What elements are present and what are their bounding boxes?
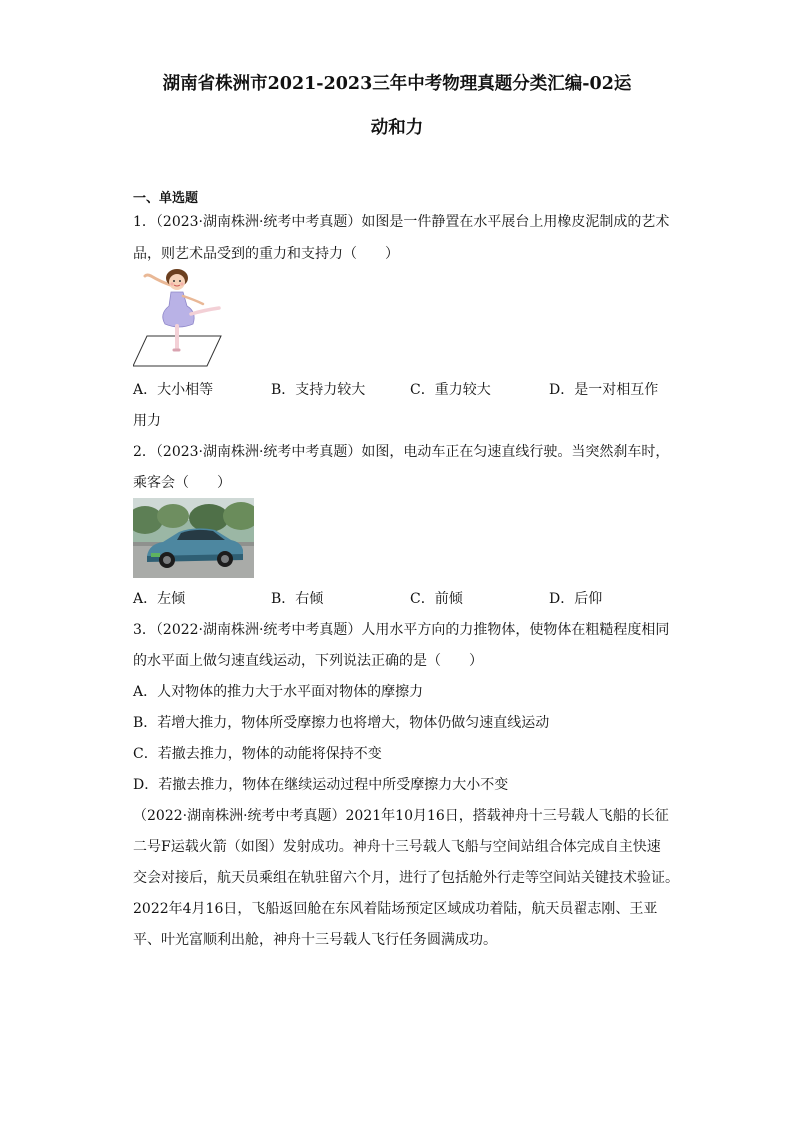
q3-stem-line-1: 3．（2022·湖南株洲·统考中考真题）人用水平方向的力推物体，使物体在粗糙程度相同 xyxy=(133,622,670,638)
q3-option-c: C．若撤去推力，物体的动能将保持不变 xyxy=(133,746,382,762)
q2-option-a: A．左倾 xyxy=(133,591,186,607)
title-line-1: 湖南省株洲市2021-2023三年中考物理真题分类汇编-02运 xyxy=(162,74,632,94)
q2-option-c: C．前倾 xyxy=(410,591,463,607)
q1-option-d-continued: 用力 xyxy=(133,413,161,429)
section-heading: 一、单选题 xyxy=(133,191,199,206)
q3-option-b: B．若增大推力，物体所受摩擦力也将增大，物体仍做匀速直线运动 xyxy=(133,715,550,731)
q1-stem-line-2: 品，则艺术品受到的重力和支持力（ ） xyxy=(133,246,399,262)
q1-option-d: D．是一对相互作 xyxy=(549,382,659,398)
q1-option-b: B．支持力较大 xyxy=(271,382,366,398)
q1-figure-dancer-on-platform xyxy=(133,268,223,370)
q2-figure-electric-car-photo xyxy=(133,498,254,578)
passage-line-3: 交会对接后，航天员乘组在轨驻留六个月，进行了包括舱外行走等空间站关键技术验证。 xyxy=(133,870,679,886)
passage-line-1: （2022·湖南株洲·统考中考真题）2021年10月16日，搭载神舟十三号载人飞船的长征 xyxy=(133,808,669,824)
q2-stem-line-1: 2．（2023·湖南株洲·统考中考真题）如图，电动车正在匀速直线行驶。当突然刹车时， xyxy=(133,444,670,460)
q2-option-b: B．右倾 xyxy=(271,591,324,607)
title-line-2: 动和力 xyxy=(370,118,424,138)
passage-line-5: 平、叶光富顺利出舱，神舟十三号载人飞行任务圆满成功。 xyxy=(133,932,497,948)
q3-option-d: D．若撤去推力，物体在继续运动过程中所受摩擦力大小不变 xyxy=(133,777,509,793)
q3-stem-line-2: 的水平面上做匀速直线运动，下列说法正确的是（ ） xyxy=(133,653,483,669)
q1-option-c: C．重力较大 xyxy=(410,382,491,398)
passage-line-2: 二号F运载火箭（如图）发射成功。神舟十三号载人飞船与空间站组合体完成自主快速 xyxy=(133,839,661,855)
q3-option-a: A．人对物体的推力大于水平面对物体的摩擦力 xyxy=(133,684,424,700)
q2-stem-line-2: 乘客会（ ） xyxy=(133,475,231,491)
q1-option-a: A．大小相等 xyxy=(133,382,214,398)
q1-stem-line-1: 1．（2023·湖南株洲·统考中考真题）如图是一件静置在水平展台上用橡皮泥制成的艺术 xyxy=(133,214,670,230)
passage-line-4: 2022年4月16日，飞船返回舱在东风着陆场预定区域成功着陆，航天员翟志刚、王亚 xyxy=(133,901,658,917)
q2-option-d: D．后仰 xyxy=(549,591,603,607)
